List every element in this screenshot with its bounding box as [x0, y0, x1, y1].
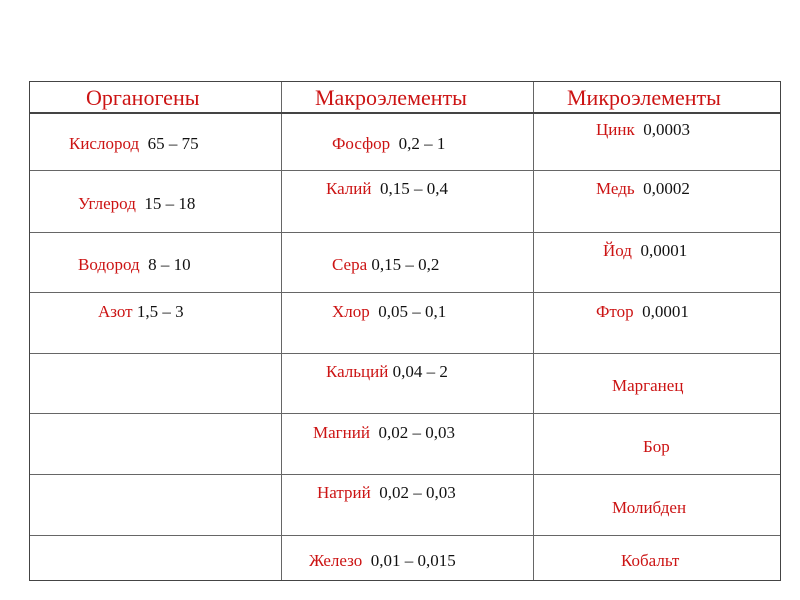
element-name: Бор — [643, 437, 670, 456]
element-value: 0,0001 — [640, 241, 688, 260]
element-name: Азот — [98, 302, 133, 321]
micro-cell — [596, 302, 689, 322]
micro-cell — [603, 241, 687, 261]
row-divider — [30, 232, 780, 233]
macro-cell — [326, 179, 448, 199]
element-value: 0,02 – 0,03 — [379, 483, 456, 502]
element-name: Марганец — [612, 376, 684, 395]
micro-cell — [596, 120, 690, 140]
element-name: Кобальт — [621, 551, 680, 570]
macro-cell — [332, 302, 446, 322]
element-value: 1,5 – 3 — [136, 302, 184, 321]
element-value: 0,2 – 1 — [398, 134, 446, 153]
macro-cell — [313, 423, 455, 443]
element-value: 0,02 – 0,03 — [378, 423, 455, 442]
element-value: 0,0003 — [643, 120, 690, 139]
header-organogens: Органогены — [86, 85, 200, 110]
organogen-cell — [78, 255, 191, 275]
element-name: Магний — [313, 423, 370, 442]
organogen-cell — [69, 134, 199, 154]
element-value: 0,0001 — [642, 302, 689, 321]
element-name: Калий — [326, 179, 372, 198]
row-divider — [30, 413, 780, 414]
element-name: Углерод — [78, 194, 136, 213]
element-value: 0,04 – 2 — [392, 362, 448, 381]
element-name: Кальций — [326, 362, 389, 381]
row-divider — [30, 474, 780, 475]
column-divider — [281, 82, 282, 580]
element-name: Сера — [332, 255, 368, 274]
header-macro: Макроэлементы — [315, 85, 467, 110]
row-divider — [30, 292, 780, 293]
element-name: Натрий — [317, 483, 371, 502]
header-micro: Микроэлементы — [567, 85, 721, 110]
macro-cell — [309, 551, 456, 571]
element-name: Хлор — [332, 302, 370, 321]
macro-cell — [332, 255, 439, 275]
organogen-cell — [98, 302, 184, 322]
micro-cell — [621, 551, 679, 571]
column-divider — [533, 82, 534, 580]
element-name: Йод — [603, 241, 632, 260]
element-value: 0,05 – 0,1 — [378, 302, 447, 321]
element-value: 0,0002 — [643, 179, 690, 198]
elements-table — [29, 81, 781, 581]
element-name: Цинк — [596, 120, 635, 139]
element-value: 8 – 10 — [148, 255, 191, 274]
micro-cell — [612, 498, 686, 518]
micro-cell — [612, 376, 683, 396]
element-name: Фтор — [596, 302, 634, 321]
macro-cell — [326, 362, 448, 382]
element-name: Железо — [309, 551, 363, 570]
element-name: Фосфор — [332, 134, 391, 153]
element-value: 0,01 – 0,015 — [370, 551, 456, 570]
element-value: 65 – 75 — [147, 134, 199, 153]
element-name: Водород — [78, 255, 140, 274]
header-divider — [30, 112, 780, 114]
micro-cell — [643, 437, 670, 457]
micro-cell — [596, 179, 690, 199]
element-name: Молибден — [612, 498, 687, 517]
row-divider — [30, 535, 780, 536]
row-divider — [30, 353, 780, 354]
macro-cell — [332, 134, 445, 154]
element-name: Кислород — [69, 134, 140, 153]
organogen-cell — [78, 194, 195, 214]
element-name: Медь — [596, 179, 635, 198]
macro-cell — [317, 483, 456, 503]
element-value: 0,15 – 0,2 — [371, 255, 440, 274]
element-value: 15 – 18 — [144, 194, 196, 213]
element-value: 0,15 – 0,4 — [380, 179, 448, 198]
row-divider — [30, 170, 780, 171]
